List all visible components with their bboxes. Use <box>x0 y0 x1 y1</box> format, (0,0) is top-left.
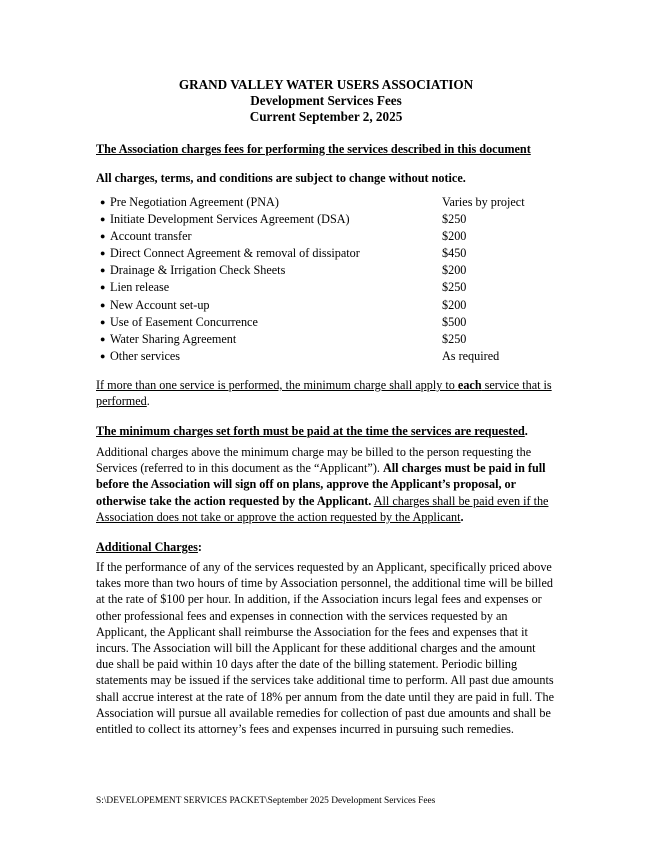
list-item <box>96 348 556 365</box>
additional-charges-intro: Additional charges above the minimum charge may be billed to the person requesting the Services (referred to in this document as the “Applicant”). All charges must be paid in full before the Association will sign off on plans, approve the Applicant’s proposal, or otherwise take the action requested by the Applicant. All charges shall be paid even if the Association does not take or approve the action requested by the Applicant. <box>96 445 549 524</box>
bullet-icon: ● <box>100 282 106 293</box>
service-fee: $450 <box>442 246 467 261</box>
service-name: New Account set-up <box>110 297 210 312</box>
bullet-icon: ● <box>100 231 106 242</box>
list-item <box>96 314 556 331</box>
service-name: Use of Easement Concurrence <box>110 314 258 329</box>
fee-list <box>96 194 556 365</box>
service-name: Pre Negotiation Agreement (PNA) <box>110 195 279 209</box>
list-item <box>96 262 556 279</box>
service-fee: $200 <box>442 263 467 278</box>
service-name: Drainage & Irrigation Check Sheets <box>110 263 286 278</box>
bullet-icon: ● <box>100 265 106 276</box>
list-item <box>96 194 556 211</box>
service-name: Other services <box>110 348 181 363</box>
additional-charges-body: If the performance of any of the services requested by an Applicant, specifically priced above takes more than two hours of time by Association personnel, the additional time will be billed at the rate of $100 per hour. In addition, if the Association incurs legal fees and expenses or other professional fees and expenses in connection with the services requested by an Applicant, the Applicant shall reimburse the Association for the fees and expenses that it incurs. The Association will bill the Applicant for these additional charges and the amount due shall be paid within 10 days after the date of the billing statement. Periodic billing statements may be issued if the services take additional time to perform. All past due amounts shall accrue interest at the rate of 18% per annum from the date until they are paid in full. The Association will pursue all available remedies for collection of past due amounts and shall be entitled to collect its attorney’s fees and expenses incurred in pursuing such remedies. <box>96 560 554 737</box>
list-item <box>96 279 556 296</box>
document-header <box>0 77 652 126</box>
list-item <box>96 245 556 262</box>
service-fee: $250 <box>442 331 467 346</box>
list-item <box>96 331 556 348</box>
service-fee: $500 <box>442 314 467 329</box>
service-fee: $250 <box>442 212 467 227</box>
bullet-icon: ● <box>100 197 106 207</box>
service-fee: $250 <box>442 280 467 295</box>
bullet-icon: ● <box>100 299 106 310</box>
service-fee: $200 <box>442 229 467 244</box>
list-item <box>96 297 556 314</box>
bullet-icon: ● <box>100 350 106 361</box>
org-name: GRAND VALLEY WATER USERS ASSOCIATION <box>178 77 474 92</box>
service-fee: $200 <box>442 297 467 312</box>
intro-statement: The Association charges fees for performing the services described in this document <box>96 142 531 156</box>
document-date: Current September 2, 2025 <box>249 109 403 125</box>
bullet-icon: ● <box>100 248 106 259</box>
list-item <box>96 211 556 228</box>
minimum-payment-rule: The minimum charges set forth must be paid at the time the services are requested. <box>96 424 528 438</box>
service-fee: Varies by project <box>442 195 525 209</box>
service-name: Initiate Development Services Agreement (DSA) <box>110 212 350 227</box>
service-fee: As required <box>442 348 500 363</box>
minimum-charge-rule: If more than one service is performed, the minimum charge shall apply to each service that is performed. <box>96 378 552 409</box>
bullet-icon: ● <box>100 214 106 225</box>
service-name: Account transfer <box>110 229 192 244</box>
service-name: Lien release <box>110 280 170 295</box>
additional-charges-heading: Additional Charges: <box>96 540 202 554</box>
bullet-icon: ● <box>100 333 106 344</box>
list-item <box>96 228 556 245</box>
service-name: Direct Connect Agreement & removal of dissipator <box>110 246 360 261</box>
bullet-icon: ● <box>100 316 106 327</box>
service-name: Water Sharing Agreement <box>110 331 237 346</box>
change-notice: All charges, terms, and conditions are subject to change without notice. <box>96 171 466 185</box>
file-path-footer: S:\DEVELOPEMENT SERVICES PACKET\September 2025 Development Services Fees <box>96 796 436 806</box>
document-title: Development Services Fees <box>250 93 402 109</box>
